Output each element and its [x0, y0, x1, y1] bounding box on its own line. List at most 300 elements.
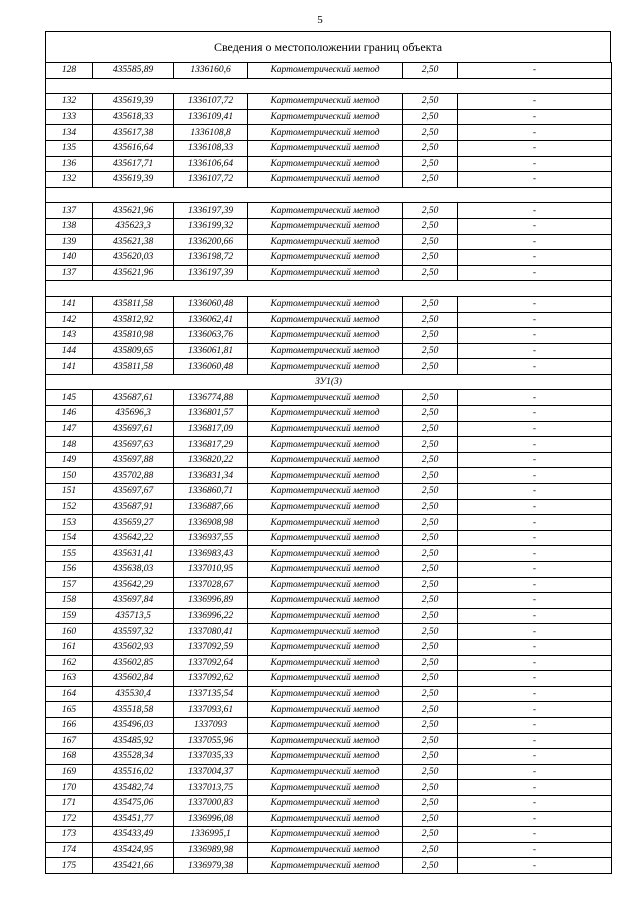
description-cell: -	[458, 421, 612, 437]
method-cell: Картометрический метод	[248, 593, 403, 609]
description-cell: -	[458, 359, 612, 375]
x-coordinate-cell: 435620,03	[93, 250, 174, 266]
table-row	[46, 328, 612, 344]
method-cell: Картометрический метод	[248, 484, 403, 500]
x-coordinate-cell: 435623,3	[93, 218, 174, 234]
description-cell: -	[458, 702, 612, 718]
accuracy-cell: 2,50	[403, 218, 458, 234]
accuracy-cell: 2,50	[403, 593, 458, 609]
y-coordinate-cell: 1336200,66	[174, 234, 248, 250]
y-coordinate-cell: 1336199,32	[174, 218, 248, 234]
accuracy-cell: 2,50	[403, 312, 458, 328]
method-cell: Картометрический метод	[248, 156, 403, 172]
table-row	[46, 749, 612, 765]
point-number-cell: 138	[46, 218, 93, 234]
method-cell: Картометрический метод	[248, 562, 403, 578]
accuracy-cell: 2,50	[403, 421, 458, 437]
y-coordinate-cell: 1337010,95	[174, 562, 248, 578]
point-number-cell: 167	[46, 733, 93, 749]
x-coordinate-cell: 435621,96	[93, 265, 174, 281]
point-number-cell: 135	[46, 140, 93, 156]
x-coordinate-cell: 435616,64	[93, 140, 174, 156]
method-cell: Картометрический метод	[248, 827, 403, 843]
x-coordinate-cell: 435713,5	[93, 608, 174, 624]
table-row	[46, 452, 612, 468]
y-coordinate-cell: 1337035,33	[174, 749, 248, 765]
x-coordinate-cell: 435697,63	[93, 437, 174, 453]
accuracy-cell: 2,50	[403, 406, 458, 422]
y-coordinate-cell: 1336061,81	[174, 343, 248, 359]
point-number-cell: 161	[46, 639, 93, 655]
accuracy-cell: 2,50	[403, 686, 458, 702]
description-cell: -	[458, 858, 612, 874]
table-row	[46, 858, 612, 874]
y-coordinate-cell: 1336996,08	[174, 811, 248, 827]
x-coordinate-cell: 435621,38	[93, 234, 174, 250]
y-coordinate-cell: 1336160,6	[174, 63, 248, 79]
accuracy-cell: 2,50	[403, 702, 458, 718]
accuracy-cell: 2,50	[403, 109, 458, 125]
x-coordinate-cell: 435617,38	[93, 125, 174, 141]
point-number-cell: 132	[46, 94, 93, 110]
description-cell: -	[458, 94, 612, 110]
x-coordinate-cell: 435811,58	[93, 359, 174, 375]
method-cell: Картометрический метод	[248, 858, 403, 874]
table-row	[46, 608, 612, 624]
table-row	[46, 343, 612, 359]
point-number-cell: 137	[46, 265, 93, 281]
y-coordinate-cell: 1336060,48	[174, 359, 248, 375]
point-number-cell: 144	[46, 343, 93, 359]
accuracy-cell: 2,50	[403, 250, 458, 266]
point-number-cell: 162	[46, 655, 93, 671]
point-number-cell: 163	[46, 671, 93, 687]
method-cell: Картометрический метод	[248, 624, 403, 640]
y-coordinate-cell: 1337013,75	[174, 780, 248, 796]
separator-cell	[46, 78, 612, 94]
description-cell: -	[458, 671, 612, 687]
y-coordinate-cell: 1336995,1	[174, 827, 248, 843]
method-cell: Картометрический метод	[248, 296, 403, 312]
y-coordinate-cell: 1337093	[174, 717, 248, 733]
method-cell: Картометрический метод	[248, 499, 403, 515]
description-cell: -	[458, 811, 612, 827]
point-number-cell: 168	[46, 749, 93, 765]
table-row	[46, 156, 612, 172]
accuracy-cell: 2,50	[403, 484, 458, 500]
accuracy-cell: 2,50	[403, 749, 458, 765]
table-row	[46, 842, 612, 858]
method-cell: Картометрический метод	[248, 702, 403, 718]
point-number-cell: 153	[46, 515, 93, 531]
x-coordinate-cell: 435659,27	[93, 515, 174, 531]
description-cell: -	[458, 624, 612, 640]
description-cell: -	[458, 780, 612, 796]
separator-cell	[46, 187, 612, 203]
method-cell: Картометрический метод	[248, 811, 403, 827]
method-cell: Картометрический метод	[248, 250, 403, 266]
x-coordinate-cell: 435687,91	[93, 499, 174, 515]
accuracy-cell: 2,50	[403, 733, 458, 749]
x-coordinate-cell: 435809,65	[93, 343, 174, 359]
y-coordinate-cell: 1336989,98	[174, 842, 248, 858]
accuracy-cell: 2,50	[403, 671, 458, 687]
description-cell: -	[458, 452, 612, 468]
coordinates-table	[45, 62, 612, 874]
method-cell: Картометрический метод	[248, 717, 403, 733]
y-coordinate-cell: 1336106,64	[174, 156, 248, 172]
point-number-cell: 157	[46, 577, 93, 593]
x-coordinate-cell: 435702,88	[93, 468, 174, 484]
method-cell: Картометрический метод	[248, 265, 403, 281]
x-coordinate-cell: 435642,29	[93, 577, 174, 593]
accuracy-cell: 2,50	[403, 359, 458, 375]
table-row	[46, 484, 612, 500]
method-cell: Картометрический метод	[248, 452, 403, 468]
table-row	[46, 780, 612, 796]
accuracy-cell: 2,50	[403, 811, 458, 827]
method-cell: Картометрический метод	[248, 234, 403, 250]
accuracy-cell: 2,50	[403, 562, 458, 578]
point-number-cell: 140	[46, 250, 93, 266]
table-row	[46, 94, 612, 110]
table-row	[46, 577, 612, 593]
x-coordinate-cell: 435642,22	[93, 530, 174, 546]
y-coordinate-cell: 1336983,43	[174, 546, 248, 562]
table-row	[46, 390, 612, 406]
separator-cell	[46, 281, 612, 297]
table-row	[46, 733, 612, 749]
method-cell: Картометрический метод	[248, 795, 403, 811]
description-cell: -	[458, 577, 612, 593]
accuracy-cell: 2,50	[403, 343, 458, 359]
x-coordinate-cell: 435602,84	[93, 671, 174, 687]
y-coordinate-cell: 1337092,64	[174, 655, 248, 671]
method-cell: Картометрический метод	[248, 125, 403, 141]
method-cell: Картометрический метод	[248, 546, 403, 562]
section-label: ЗУ1(3)	[46, 374, 612, 390]
point-number-cell: 165	[46, 702, 93, 718]
x-coordinate-cell: 435621,96	[93, 203, 174, 219]
method-cell: Картометрический метод	[248, 764, 403, 780]
x-coordinate-cell: 435451,77	[93, 811, 174, 827]
description-cell: -	[458, 468, 612, 484]
description-cell: -	[458, 546, 612, 562]
x-coordinate-cell: 435516,02	[93, 764, 174, 780]
y-coordinate-cell: 1337092,59	[174, 639, 248, 655]
table-row	[46, 811, 612, 827]
y-coordinate-cell: 1337055,96	[174, 733, 248, 749]
accuracy-cell: 2,50	[403, 577, 458, 593]
description-cell: -	[458, 296, 612, 312]
table-row	[46, 639, 612, 655]
point-number-cell: 141	[46, 296, 93, 312]
method-cell: Картометрический метод	[248, 203, 403, 219]
separator-row	[46, 78, 612, 94]
y-coordinate-cell: 1336908,98	[174, 515, 248, 531]
accuracy-cell: 2,50	[403, 437, 458, 453]
description-cell: -	[458, 515, 612, 531]
point-number-cell: 132	[46, 172, 93, 188]
table-row	[46, 109, 612, 125]
table-row	[46, 250, 612, 266]
x-coordinate-cell: 435618,33	[93, 109, 174, 125]
method-cell: Картометрический метод	[248, 109, 403, 125]
x-coordinate-cell: 435619,39	[93, 172, 174, 188]
x-coordinate-cell: 435424,95	[93, 842, 174, 858]
point-number-cell: 152	[46, 499, 93, 515]
point-number-cell: 128	[46, 63, 93, 79]
method-cell: Картометрический метод	[248, 780, 403, 796]
x-coordinate-cell: 435697,61	[93, 421, 174, 437]
method-cell: Картометрический метод	[248, 515, 403, 531]
x-coordinate-cell: 435812,92	[93, 312, 174, 328]
method-cell: Картометрический метод	[248, 530, 403, 546]
x-coordinate-cell: 435421,66	[93, 858, 174, 874]
accuracy-cell: 2,50	[403, 827, 458, 843]
x-coordinate-cell: 435496,03	[93, 717, 174, 733]
description-cell: -	[458, 250, 612, 266]
accuracy-cell: 2,50	[403, 125, 458, 141]
description-cell: -	[458, 437, 612, 453]
method-cell: Картометрический метод	[248, 671, 403, 687]
y-coordinate-cell: 1336108,8	[174, 125, 248, 141]
point-number-cell: 160	[46, 624, 93, 640]
point-number-cell: 155	[46, 546, 93, 562]
description-cell: -	[458, 312, 612, 328]
accuracy-cell: 2,50	[403, 156, 458, 172]
table-row	[46, 515, 612, 531]
y-coordinate-cell: 1336062,41	[174, 312, 248, 328]
description-cell: -	[458, 406, 612, 422]
accuracy-cell: 2,50	[403, 499, 458, 515]
y-coordinate-cell: 1337093,61	[174, 702, 248, 718]
description-cell: -	[458, 218, 612, 234]
separator-row	[46, 281, 612, 297]
y-coordinate-cell: 1336108,33	[174, 140, 248, 156]
x-coordinate-cell: 435617,71	[93, 156, 174, 172]
method-cell: Картометрический метод	[248, 63, 403, 79]
point-number-cell: 154	[46, 530, 93, 546]
table-row	[46, 140, 612, 156]
description-cell: -	[458, 109, 612, 125]
method-cell: Картометрический метод	[248, 94, 403, 110]
point-number-cell: 158	[46, 593, 93, 609]
x-coordinate-cell: 435687,61	[93, 390, 174, 406]
description-cell: -	[458, 608, 612, 624]
accuracy-cell: 2,50	[403, 265, 458, 281]
coordinates-table-body	[46, 63, 612, 874]
point-number-cell: 148	[46, 437, 93, 453]
point-number-cell: 146	[46, 406, 93, 422]
table-row	[46, 421, 612, 437]
table-row	[46, 795, 612, 811]
x-coordinate-cell: 435597,32	[93, 624, 174, 640]
description-cell: -	[458, 63, 612, 79]
description-cell: -	[458, 343, 612, 359]
point-number-cell: 172	[46, 811, 93, 827]
method-cell: Картометрический метод	[248, 343, 403, 359]
point-number-cell: 137	[46, 203, 93, 219]
y-coordinate-cell: 1336979,38	[174, 858, 248, 874]
y-coordinate-cell: 1336937,55	[174, 530, 248, 546]
table-row	[46, 764, 612, 780]
point-number-cell: 174	[46, 842, 93, 858]
accuracy-cell: 2,50	[403, 234, 458, 250]
description-cell: -	[458, 795, 612, 811]
point-number-cell: 164	[46, 686, 93, 702]
y-coordinate-cell: 1337135,54	[174, 686, 248, 702]
description-cell: -	[458, 328, 612, 344]
description-cell: -	[458, 655, 612, 671]
x-coordinate-cell: 435530,4	[93, 686, 174, 702]
accuracy-cell: 2,50	[403, 764, 458, 780]
x-coordinate-cell: 435602,93	[93, 639, 174, 655]
description-cell: -	[458, 827, 612, 843]
description-cell: -	[458, 686, 612, 702]
accuracy-cell: 2,50	[403, 63, 458, 79]
y-coordinate-cell: 1337000,83	[174, 795, 248, 811]
method-cell: Картометрический метод	[248, 140, 403, 156]
description-cell: -	[458, 733, 612, 749]
method-cell: Картометрический метод	[248, 328, 403, 344]
accuracy-cell: 2,50	[403, 608, 458, 624]
description-cell: -	[458, 140, 612, 156]
description-cell: -	[458, 390, 612, 406]
accuracy-cell: 2,50	[403, 795, 458, 811]
table-row	[46, 359, 612, 375]
y-coordinate-cell: 1336817,29	[174, 437, 248, 453]
accuracy-cell: 2,50	[403, 203, 458, 219]
point-number-cell: 134	[46, 125, 93, 141]
table-row	[46, 406, 612, 422]
x-coordinate-cell: 435433,49	[93, 827, 174, 843]
accuracy-cell: 2,50	[403, 328, 458, 344]
x-coordinate-cell: 435811,58	[93, 296, 174, 312]
y-coordinate-cell: 1337092,62	[174, 671, 248, 687]
page-number: 5	[317, 14, 323, 26]
y-coordinate-cell: 1336996,22	[174, 608, 248, 624]
point-number-cell: 149	[46, 452, 93, 468]
x-coordinate-cell: 435485,92	[93, 733, 174, 749]
table-row	[46, 265, 612, 281]
accuracy-cell: 2,50	[403, 624, 458, 640]
description-cell: -	[458, 484, 612, 500]
table-row	[46, 218, 612, 234]
y-coordinate-cell: 1337004,37	[174, 764, 248, 780]
point-number-cell: 171	[46, 795, 93, 811]
accuracy-cell: 2,50	[403, 172, 458, 188]
accuracy-cell: 2,50	[403, 717, 458, 733]
description-cell: -	[458, 265, 612, 281]
description-cell: -	[458, 562, 612, 578]
description-cell: -	[458, 234, 612, 250]
y-coordinate-cell: 1336197,39	[174, 265, 248, 281]
table-row	[46, 172, 612, 188]
point-number-cell: 151	[46, 484, 93, 500]
accuracy-cell: 2,50	[403, 546, 458, 562]
description-cell: -	[458, 639, 612, 655]
y-coordinate-cell: 1336198,72	[174, 250, 248, 266]
point-number-cell: 133	[46, 109, 93, 125]
method-cell: Картометрический метод	[248, 749, 403, 765]
description-cell: -	[458, 156, 612, 172]
description-cell: -	[458, 717, 612, 733]
point-number-cell: 136	[46, 156, 93, 172]
y-coordinate-cell: 1336060,48	[174, 296, 248, 312]
y-coordinate-cell: 1336996,89	[174, 593, 248, 609]
x-coordinate-cell: 435697,67	[93, 484, 174, 500]
y-coordinate-cell: 1336801,57	[174, 406, 248, 422]
description-cell: -	[458, 499, 612, 515]
table-header-title: Сведения о местоположении границ объекта	[45, 31, 611, 63]
method-cell: Картометрический метод	[248, 608, 403, 624]
x-coordinate-cell: 435631,41	[93, 546, 174, 562]
method-cell: Картометрический метод	[248, 312, 403, 328]
method-cell: Картометрический метод	[248, 842, 403, 858]
table-row	[46, 530, 612, 546]
method-cell: Картометрический метод	[248, 468, 403, 484]
y-coordinate-cell: 1336197,39	[174, 203, 248, 219]
table-row	[46, 717, 612, 733]
table-row	[46, 499, 612, 515]
accuracy-cell: 2,50	[403, 94, 458, 110]
point-number-cell: 173	[46, 827, 93, 843]
method-cell: Картометрический метод	[248, 577, 403, 593]
accuracy-cell: 2,50	[403, 530, 458, 546]
accuracy-cell: 2,50	[403, 780, 458, 796]
y-coordinate-cell: 1336817,09	[174, 421, 248, 437]
method-cell: Картометрический метод	[248, 421, 403, 437]
method-cell: Картометрический метод	[248, 406, 403, 422]
point-number-cell: 166	[46, 717, 93, 733]
y-coordinate-cell: 1336107,72	[174, 94, 248, 110]
accuracy-cell: 2,50	[403, 390, 458, 406]
accuracy-cell: 2,50	[403, 140, 458, 156]
x-coordinate-cell: 435697,84	[93, 593, 174, 609]
accuracy-cell: 2,50	[403, 639, 458, 655]
table-row	[46, 437, 612, 453]
y-coordinate-cell: 1336063,76	[174, 328, 248, 344]
x-coordinate-cell: 435518,58	[93, 702, 174, 718]
table-row	[46, 655, 612, 671]
method-cell: Картометрический метод	[248, 390, 403, 406]
point-number-cell: 169	[46, 764, 93, 780]
y-coordinate-cell: 1336109,41	[174, 109, 248, 125]
point-number-cell: 175	[46, 858, 93, 874]
table-row	[46, 63, 612, 79]
table-row	[46, 296, 612, 312]
method-cell: Картометрический метод	[248, 639, 403, 655]
table-row	[46, 686, 612, 702]
description-cell: -	[458, 593, 612, 609]
x-coordinate-cell: 435585,89	[93, 63, 174, 79]
x-coordinate-cell: 435697,88	[93, 452, 174, 468]
description-cell: -	[458, 749, 612, 765]
method-cell: Картометрический метод	[248, 686, 403, 702]
table-row	[46, 562, 612, 578]
y-coordinate-cell: 1337028,67	[174, 577, 248, 593]
method-cell: Картометрический метод	[248, 437, 403, 453]
table-row	[46, 468, 612, 484]
accuracy-cell: 2,50	[403, 858, 458, 874]
accuracy-cell: 2,50	[403, 468, 458, 484]
method-cell: Картометрический метод	[248, 359, 403, 375]
y-coordinate-cell: 1336860,71	[174, 484, 248, 500]
x-coordinate-cell: 435528,34	[93, 749, 174, 765]
description-cell: -	[458, 172, 612, 188]
method-cell: Картометрический метод	[248, 733, 403, 749]
